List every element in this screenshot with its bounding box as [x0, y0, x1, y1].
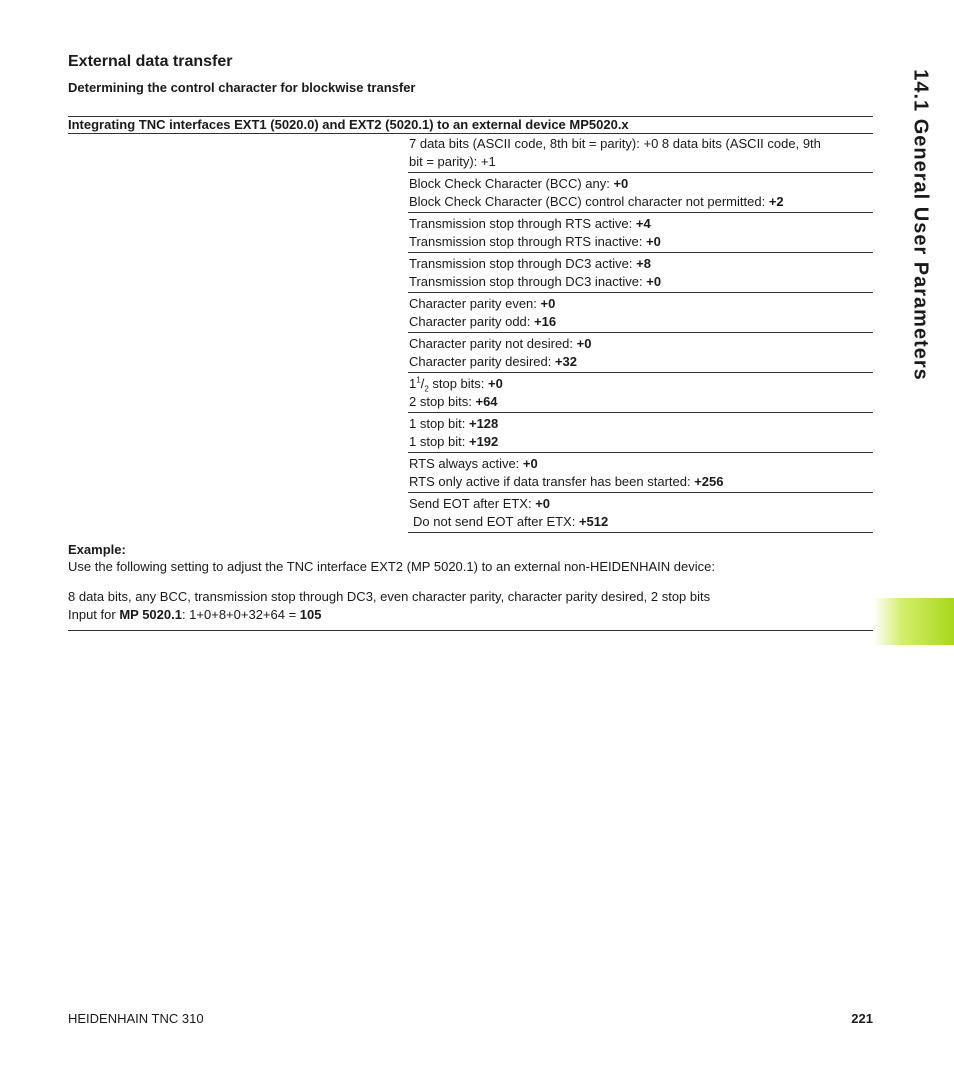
parameter-line: [409, 273, 873, 291]
parameter-text: 1 stop bit:: [409, 416, 469, 431]
table-top-rule: [68, 116, 873, 117]
example-input-prefix: Input for: [68, 607, 120, 622]
parameter-value: +8: [636, 256, 651, 271]
parameter-group: [408, 213, 873, 253]
parameter-group: [408, 293, 873, 333]
parameter-table: [408, 133, 873, 533]
parameter-group: [408, 453, 873, 493]
fraction-whole: 1: [409, 376, 417, 391]
chapter-side-title: 14.1 General User Parameters: [909, 69, 932, 381]
parameter-text: Do not send EOT after ETX:: [413, 514, 579, 529]
parameter-text: Transmission stop through RTS active:: [409, 216, 636, 231]
example-label: Example:: [68, 542, 126, 557]
parameter-value: +32: [554, 354, 578, 369]
example-input-result: 105: [299, 607, 322, 622]
example-input-param: MP 5020.1: [119, 607, 182, 622]
page-number: 221: [851, 1011, 873, 1026]
section-title: External data transfer: [68, 53, 233, 70]
fraction-denominator: 2: [424, 384, 429, 394]
parameter-line: [409, 175, 873, 193]
fraction-numerator: 1: [416, 375, 421, 385]
parameter-line: [409, 375, 873, 393]
parameter-value: +0: [522, 456, 538, 471]
parameter-value: +16: [534, 314, 557, 329]
parameter-line: [409, 295, 873, 313]
parameter-group: [408, 413, 873, 453]
parameter-text: stop bits:: [428, 376, 489, 391]
parameter-line: [409, 415, 873, 433]
parameter-line: [409, 353, 873, 371]
parameter-value: +192: [468, 434, 499, 449]
table-heading: Integrating TNC interfaces EXT1 (5020.0) and EXT2 (5020.1) to an external device MP5020.x: [68, 117, 629, 132]
parameter-line: [409, 193, 873, 211]
parameter-value: +64: [475, 394, 498, 409]
parameter-group: [408, 493, 873, 533]
parameter-text: RTS always active:: [409, 456, 523, 471]
example-bottom-rule: [68, 630, 873, 631]
parameter-text: Send EOT after ETX:: [409, 496, 536, 511]
parameter-line: [409, 455, 873, 473]
parameter-text: 1 stop bit:: [409, 434, 469, 449]
parameter-line: [409, 393, 873, 411]
parameter-text: 2 stop bits:: [409, 394, 476, 409]
parameter-value: +2: [768, 194, 784, 209]
footer-product: HEIDENHAIN TNC 310: [68, 1011, 204, 1026]
example-block: [68, 541, 873, 624]
parameter-value: +0: [576, 336, 592, 351]
parameter-text: 7 data bits (ASCII code, 8th bit = parity): +0 8 data bits (ASCII code, 9th: [409, 136, 821, 151]
parameter-line: [409, 473, 873, 491]
parameter-line: [409, 135, 873, 153]
parameter-value: +128: [468, 416, 499, 431]
parameter-value: +0: [646, 234, 661, 249]
parameter-value: +0: [540, 296, 556, 311]
parameter-line: [409, 153, 873, 171]
parameter-text: Block Check Character (BCC) control character not permitted:: [409, 194, 769, 209]
parameter-text: bit = parity): +1: [409, 154, 496, 169]
parameter-text: Character parity odd:: [409, 314, 535, 329]
parameter-line: [409, 233, 873, 251]
parameter-line: [409, 495, 873, 513]
chapter-tab-marker: [873, 598, 954, 645]
sub-title: Determining the control character for blockwise transfer: [68, 80, 416, 95]
parameter-group: [408, 133, 873, 173]
parameter-line: [409, 335, 873, 353]
parameter-group: [408, 173, 873, 213]
parameter-group: [408, 333, 873, 373]
fraction: $1^1/_2$: [409, 375, 429, 394]
example-input-formula: : 1+0+8+0+32+64 =: [181, 607, 300, 622]
parameter-value: +0: [613, 176, 629, 191]
example-settings: 8 data bits, any BCC, transmission stop through DC3, even character parity, character parity desired, 2 stop bits: [68, 589, 711, 604]
parameter-text: Character parity not desired:: [409, 336, 577, 351]
parameter-text: Character parity desired:: [409, 354, 555, 369]
parameter-text: Transmission stop through DC3 active:: [409, 256, 637, 271]
example-description: Use the following setting to adjust the TNC interface EXT2 (MP 5020.1) to an external non-HEIDENHAIN device:: [68, 559, 715, 574]
parameter-group: [408, 253, 873, 293]
parameter-group: [408, 373, 873, 413]
parameter-text: Transmission stop through RTS inactive:: [409, 234, 646, 249]
parameter-line: [409, 313, 873, 331]
parameter-value: +0: [535, 496, 551, 511]
parameter-text: Transmission stop through DC3 inactive:: [409, 274, 647, 289]
parameter-text: Block Check Character (BCC) any:: [409, 176, 614, 191]
parameter-value: +256: [694, 474, 724, 489]
example-input: [68, 606, 873, 624]
parameter-value: +512: [578, 514, 609, 529]
parameter-line: [409, 215, 873, 233]
parameter-text: Character parity even:: [409, 296, 541, 311]
parameter-text: RTS only active if data transfer has been started:: [409, 474, 695, 489]
parameter-line: [409, 433, 873, 451]
parameter-value: +0: [646, 274, 662, 289]
parameter-value: +0: [488, 376, 503, 391]
parameter-value: +4: [635, 216, 651, 231]
parameter-line: [409, 255, 873, 273]
parameter-line: [409, 513, 873, 531]
